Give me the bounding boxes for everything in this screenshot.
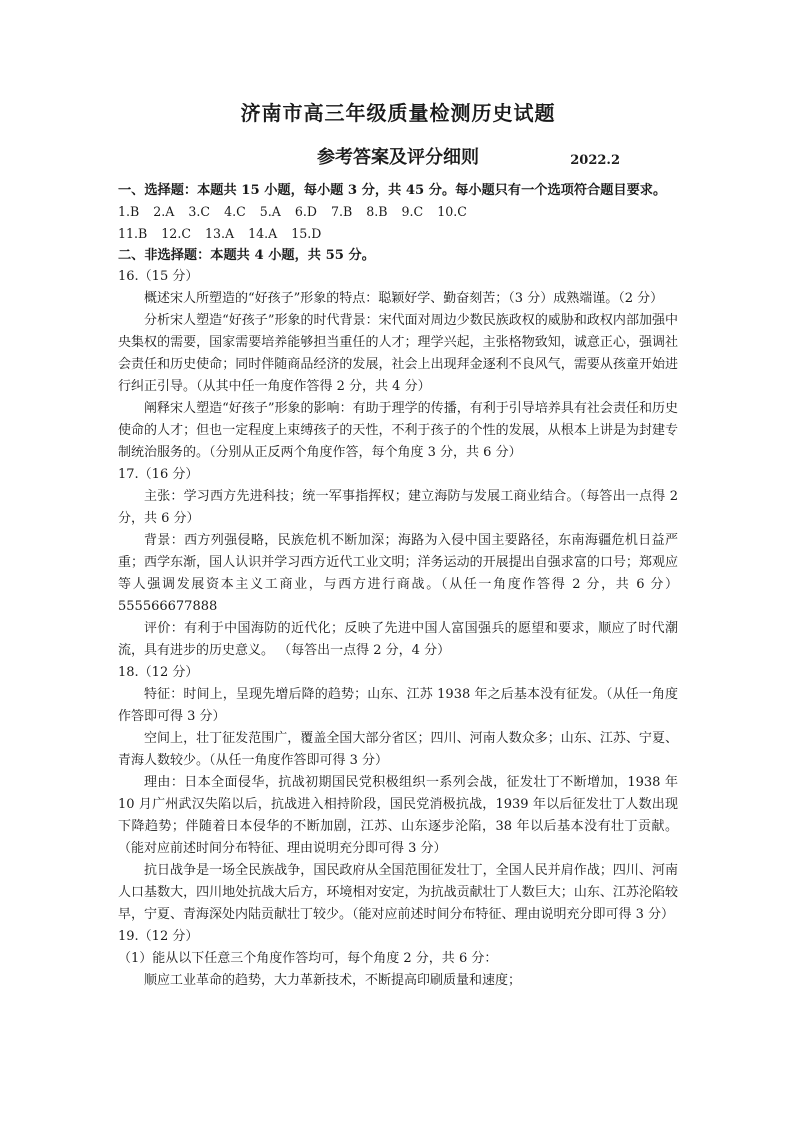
question-19-paragraph: 顺应工业革命的趋势，大力革新技术，不断提高印刷质量和速度； — [144, 973, 522, 988]
answer-item: 14.A — [248, 226, 278, 241]
answer-item: 7.B — [330, 204, 353, 219]
question-18-label: 18.（12 分） — [118, 665, 199, 680]
question-16-paragraph: 阐释宋人塑造“好孩子”形象的影响：有助于理学的传播，有利于引导培养具有社会责任和历史使命的人才；但也一定程度上束缚孩子的天性，不利于孩子的个性的发展，从根本上讲是为封建专制统治服务的。（分别从正反两个角度作答，每个角度 3 分，共 6 分） — [118, 401, 678, 460]
answer-item: 13.A — [204, 226, 235, 241]
answers-row-1 — [118, 201, 678, 223]
answer-item: 2.A — [153, 204, 175, 219]
question-17-paragraph: 评价：有利于中国海防的近代化；反映了先进中国人富国强兵的愿望和要求，顺应了时代潮流，具有进步的历史意义。 （每答出一点得 2 分，4 分） — [118, 621, 678, 658]
answer-item: 6.D — [294, 204, 317, 219]
answer-item: 4.C — [224, 204, 246, 219]
subtitle-text: 参考答案及评分细则 — [317, 147, 479, 168]
answer-item: 12.C — [161, 226, 191, 241]
document-date: 2022.2 — [570, 153, 620, 168]
answer-item: 8.B — [366, 204, 388, 219]
answer-item: 11.B — [118, 226, 148, 241]
question-17-label: 17.（16 分） — [118, 467, 199, 482]
question-18-paragraph: 理由：日本全面侵华，抗战初期国民党积极组织一系列会战，征发壮丁不断增加，1938 年 10 月广州武汉失陷以后，抗战进入相持阶段，国民党消极抗战，1939 年以后征发壮丁人数出现下降趋势；伴随着日本侵华的不断加剧，江苏、山东逐步沦陷，38 年以后基本没有壮丁贡献。（能对应前述时间分布特征、理由说明充分即可得 3 分） — [118, 775, 678, 856]
question-16-paragraph: 分析宋人塑造“好孩子”形象的时代背景：宋代面对周边少数民族政权的威胁和政权内部加强中央集权的需要，国家需要培养能够担当重任的人才；理学兴起，主张格物致知，诚意正心，强调社会责任和历史使命；同时伴随商品经济的发展，社会上出现拜金逐利不良风气，需要从孩童开始进行纠正引导。（从其中任一角度作答得 2 分，共 4 分） — [118, 313, 678, 394]
question-17-paragraph: 主张：学习西方先进科技；统一军事指挥权；建立海防与发展工商业结合。（每答出一点得 2 分，共 6 分） — [118, 489, 678, 526]
answer-item: 1.B — [118, 204, 140, 219]
question-19-subpart: （1）能从以下任意三个角度作答均可，每个角度 2 分，共 6 分： — [118, 951, 498, 966]
document-title: 济南市高三年级质量检测历史试题 — [240, 101, 556, 125]
document-page — [118, 100, 678, 992]
question-16-label: 16.（15 分） — [118, 269, 199, 284]
answer-item: 15.D — [291, 226, 322, 241]
question-17-paragraph: 背景：西方列强侵略，民族危机不断加深；海路为入侵中国主要路径，东南海疆危机日益严重；西学东渐，国人认识并学习西方近代工业文明；洋务运动的开展提出自强求富的口号；郑观应等人强调发展资本主义工商业，与西方进行商战。（从任一角度作答得 2 分，共 6 分）555566677888 — [118, 533, 678, 614]
question-16-paragraph: 概述宋人所塑造的“好孩子”形象的特点：聪颖好学、勤奋刻苦；（3 分）成熟端谨。（2 分） — [144, 291, 664, 306]
answers-row-2 — [118, 223, 678, 245]
document-subtitle — [118, 146, 678, 170]
section-1-heading: 一、选择题：本题共 15 小题，每小题 3 分，共 45 分。每小题只有一个选项符合题目要求。 — [118, 183, 667, 198]
question-18-paragraph: 抗日战争是一场全民族战争，国民政府从全国范围征发壮丁，全国人民并肩作战；四川、河南人口基数大，四川地处抗战大后方，环境相对安定，为抗战贡献壮丁人数巨大；山东、江苏沦陷较早，宁夏、青海深处内陆贡献壮丁较少。（能对应前述时间分布特征、理由说明充分即可得 3 分） — [118, 863, 678, 922]
answer-item: 5.A — [259, 204, 281, 219]
answer-item: 10.C — [437, 204, 467, 219]
answer-item: 9.C — [401, 204, 424, 219]
answer-item: 3.C — [188, 204, 211, 219]
question-18-paragraph: 空间上，壮丁征发范围广，覆盖全国大部分省区；四川、河南人数众多；山东、江苏、宁夏、青海人数较少。（从任一角度作答即可得 3 分） — [118, 731, 678, 768]
question-18-paragraph: 特征：时间上，呈现先增后降的趋势；山东、江苏 1938 年之后基本没有征发。（从任一角度作答即可得 3 分） — [118, 687, 678, 724]
question-19-label: 19.（12 分） — [118, 929, 199, 944]
section-2-heading: 二、非选择题：本题共 4 小题，共 55 分。 — [118, 248, 375, 263]
